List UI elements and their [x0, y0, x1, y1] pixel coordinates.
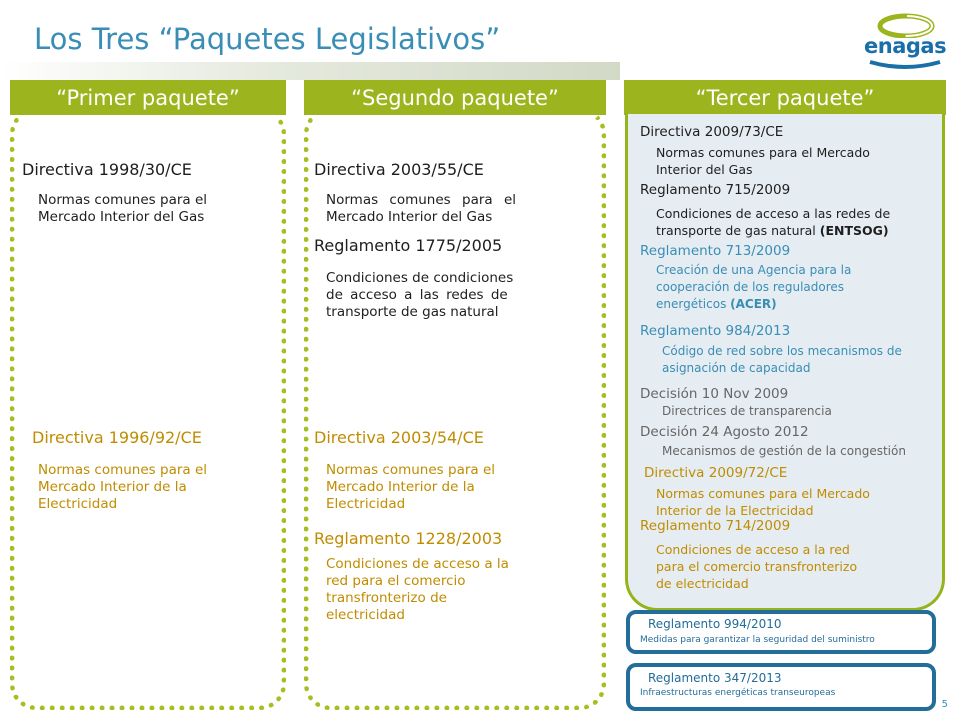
text-line: Electricidad	[38, 496, 118, 512]
directiva-2003-54-text	[326, 462, 495, 513]
reglamento-347-box	[626, 663, 936, 711]
text-line: electricidad	[326, 607, 405, 623]
box-text: Infraestructuras energéticas transeuropeas	[640, 688, 836, 698]
text-line: Normas comunes para el	[326, 192, 517, 208]
text-line	[656, 222, 890, 239]
text-line: de electricidad	[656, 576, 749, 591]
directiva-2009-72-title: Directiva 2009/72/CE	[644, 465, 788, 481]
entsog-tag: (ENTSOG)	[819, 223, 889, 238]
reglamento-714-text	[656, 541, 857, 592]
text-line: transporte de gas natural	[326, 304, 499, 320]
page-title: Los Tres “Paquetes Legislativos”	[34, 22, 501, 56]
box-title: Reglamento 994/2010	[648, 617, 782, 631]
logo-text: enagas	[864, 34, 947, 58]
text-line: Mercado Interior del Gas	[38, 209, 205, 225]
directiva-1996-title: Directiva 1996/92/CE	[32, 428, 202, 447]
decorative-band	[0, 62, 620, 80]
enagas-logo	[860, 8, 950, 68]
reglamento-713-title: Reglamento 713/2009	[640, 243, 791, 259]
decision-2012-title: Decisión 24 Agosto 2012	[640, 424, 809, 440]
box-text: Medidas para garantizar la seguridad del suministro	[640, 635, 875, 645]
reglamento-714-title: Reglamento 714/2009	[640, 518, 791, 534]
text-line	[656, 296, 851, 313]
directiva-2009-72-text	[656, 485, 870, 519]
reglamento-1775-text	[326, 270, 513, 321]
decision-2012-text: Mecanismos de gestión de la congestión	[662, 444, 906, 458]
header-segundo-paquete: “Segundo paquete”	[304, 80, 606, 115]
reglamento-1228-title: Reglamento 1228/2003	[314, 529, 503, 548]
text-line: Electricidad	[326, 496, 406, 512]
decision-2009-title: Decisión 10 Nov 2009	[640, 386, 789, 402]
text-line: Normas comunes para el	[38, 462, 208, 478]
text-line: Normas comunes para el	[326, 462, 496, 478]
text-line: Mercado Interior de la	[38, 479, 187, 495]
text-line: cooperación de los reguladores	[656, 280, 845, 294]
text-line: Condiciones de acceso a la	[326, 556, 509, 572]
directiva-1998-title: Directiva 1998/30/CE	[22, 160, 192, 179]
logo-underline-icon	[860, 58, 950, 72]
directiva-1998-text	[38, 192, 207, 226]
text-line: Condiciones de acceso a la red	[656, 542, 850, 557]
text-line: Interior del Gas	[656, 162, 753, 177]
page-number: 5	[941, 699, 948, 710]
reglamento-715-text	[656, 205, 890, 239]
text-line: Mercado Interior del Gas	[326, 209, 493, 225]
reglamento-994-box	[626, 610, 936, 654]
text-line: Creación de una Agencia para la	[656, 263, 852, 277]
directiva-2003-55-title: Directiva 2003/55/CE	[314, 160, 484, 179]
header-primer-paquete: “Primer paquete”	[10, 80, 286, 115]
reglamento-713-text	[656, 262, 851, 313]
text-line: para el comercio transfronterizo	[656, 559, 858, 574]
text-line: asignación de capacidad	[662, 361, 811, 375]
reglamento-715-title: Reglamento 715/2009	[640, 182, 791, 198]
text-line: de acceso a las redes de	[326, 287, 508, 303]
box-title: Reglamento 347/2013	[648, 671, 782, 685]
acer-tag: (ACER)	[730, 297, 777, 311]
directiva-2009-73-title: Directiva 2009/73/CE	[640, 124, 784, 140]
reglamento-984-title: Reglamento 984/2013	[640, 323, 791, 339]
directiva-2009-73-text	[656, 144, 870, 178]
decision-2009-text: Directrices de transparencia	[662, 404, 832, 418]
reglamento-1775-title: Reglamento 1775/2005	[314, 236, 503, 255]
text-fragment: transporte de gas natural	[656, 223, 816, 238]
text-line: Mercado Interior de la	[326, 479, 475, 495]
text-line: Normas comunes para el	[38, 192, 208, 208]
text-line: Interior de la Electricidad	[656, 503, 814, 518]
text-line: Normas comunes para el Mercado	[656, 145, 870, 160]
text-line: Condiciones de acceso a las redes de	[656, 206, 891, 221]
directiva-1996-text	[38, 462, 207, 513]
header-tercer-paquete: “Tercer paquete”	[624, 80, 946, 115]
text-line: Código de red sobre los mecanismos de	[662, 344, 902, 358]
directiva-2003-55-text	[326, 192, 516, 226]
text-line: Condiciones de condiciones	[326, 270, 514, 286]
reglamento-984-text	[662, 343, 902, 377]
text-line: Normas comunes para el Mercado	[656, 486, 870, 501]
directiva-2003-54-title: Directiva 2003/54/CE	[314, 428, 484, 447]
text-fragment: energéticos	[656, 297, 727, 311]
reglamento-1228-text	[326, 556, 509, 624]
text-line: red para el comercio	[326, 573, 466, 589]
text-line: transfronterizo de	[326, 590, 447, 606]
